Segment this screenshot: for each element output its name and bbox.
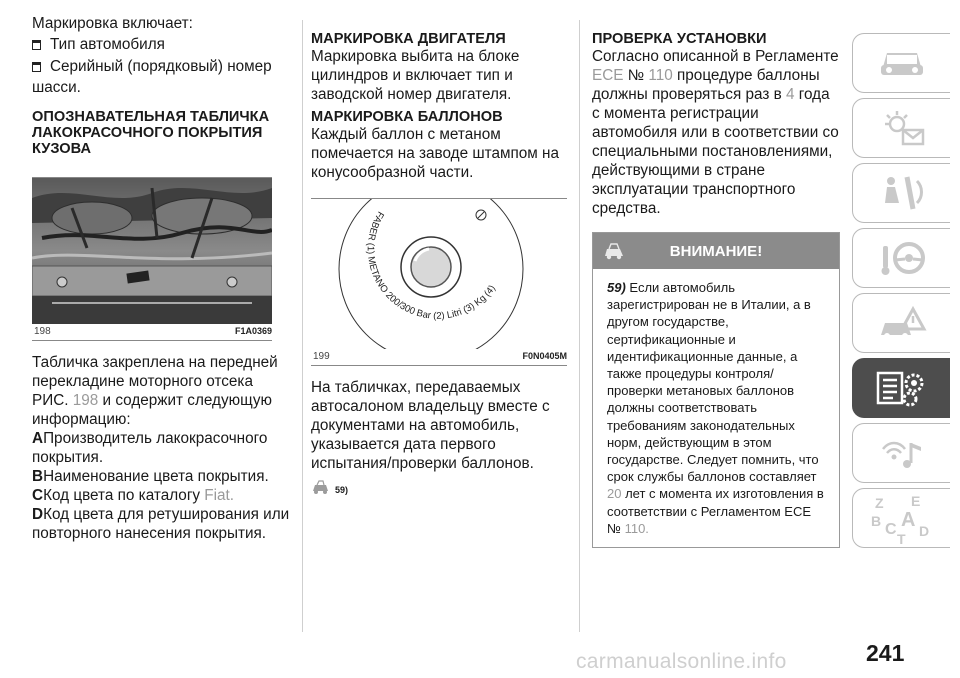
car-front-icon bbox=[877, 45, 927, 81]
section-heading-paint-plate: ОПОЗНАВАТЕЛЬНАЯ ТАБЛИЧКА ЛАКОКРАСОЧНОГО ПОКРЫТИЯ КУЗОВА bbox=[32, 109, 270, 157]
warning-lights-icon bbox=[877, 108, 927, 148]
plate-description: Табличка закреплена на передней перекладине моторного отсека РИС. 198 и содержит следующую информацию: bbox=[32, 354, 278, 428]
list-item: CКод цвета по каталогу Fiat. bbox=[32, 487, 235, 504]
engine-marking-text: Маркировка выбита на блоке цилиндров и включает тип и заводской номер двигателя. bbox=[311, 48, 520, 103]
section-heading-inspection: ПРОВЕРКА УСТАНОВКИ bbox=[592, 31, 767, 47]
tab-multimedia[interactable] bbox=[852, 423, 950, 483]
page-number: 241 bbox=[866, 640, 905, 666]
tab-index[interactable] bbox=[852, 488, 950, 548]
column-1 bbox=[32, 14, 290, 543]
svg-text:E: E bbox=[910, 493, 920, 509]
bullet-item: Серийный (порядковый) номер bbox=[32, 56, 290, 78]
cylinder-marking-text: Каждый баллон с метаном помечается на заводе штампом на конусообразной части. bbox=[311, 126, 559, 181]
warning-reference: 59) bbox=[311, 479, 567, 495]
svg-text:T: T bbox=[896, 531, 906, 544]
list-item: BНаименование цвета покрытия. bbox=[32, 468, 269, 485]
bullet-continuation: шасси. bbox=[32, 79, 81, 96]
tab-safety[interactable] bbox=[852, 163, 950, 223]
tab-technical-specs[interactable] bbox=[852, 358, 950, 418]
tab-emergency[interactable] bbox=[852, 293, 950, 353]
warning-car-icon bbox=[311, 479, 331, 495]
tab-car-front[interactable] bbox=[852, 33, 950, 93]
multimedia-icon bbox=[877, 433, 927, 473]
figure-code: F0N0405M bbox=[522, 351, 567, 361]
figure-number: 199 bbox=[313, 351, 330, 362]
svg-text:C: C bbox=[884, 521, 897, 538]
figure-caption bbox=[311, 349, 567, 365]
breakdown-triangle-icon bbox=[877, 303, 927, 343]
figure-number: 198 bbox=[34, 326, 51, 337]
intro-text: Маркировка включает: bbox=[32, 15, 193, 32]
column-divider bbox=[579, 20, 580, 632]
svg-text:D: D bbox=[918, 523, 929, 539]
svg-text:B: B bbox=[870, 513, 881, 529]
list-item: DКод цвета для ретуширования или повторного нанесения покрытия. bbox=[32, 506, 290, 542]
figure-198 bbox=[32, 177, 272, 341]
index-letters-icon bbox=[867, 492, 937, 544]
figure-199 bbox=[311, 198, 567, 366]
column-divider bbox=[302, 20, 303, 632]
airbag-seat-icon bbox=[877, 173, 927, 213]
watermark: carmanualsonline.info bbox=[576, 650, 787, 673]
warning-box bbox=[592, 232, 840, 548]
cylinder-stamp-drawing bbox=[311, 199, 567, 349]
key-steering-icon bbox=[877, 238, 927, 278]
plates-text: На табличках, передаваемых автосалоном владельцу вместе с документами на автомобиль, указывается дата первого испытания/проверки баллонов. bbox=[311, 379, 550, 472]
inspection-text: Согласно описанной в Регламенте ECE № 110 процедуре баллоны должны проверяться раз в 4 года с момента регистрации автомобиля или в соответствии со специальными постановлениями, действующими в стране эксплуатации транспортного средства. bbox=[592, 48, 839, 217]
warning-car-icon bbox=[603, 241, 625, 261]
engine-bay-photo bbox=[32, 178, 272, 324]
figure-caption bbox=[32, 324, 272, 340]
chapter-tabs bbox=[852, 33, 950, 553]
warning-title: ВНИМАНИЕ! bbox=[669, 242, 763, 260]
stamp-text: FABER (1) METANO 200/300 Bar (2) Litri (3) Kg (4) bbox=[364, 209, 498, 322]
tab-starting-driving[interactable] bbox=[852, 228, 950, 288]
svg-text:Z: Z bbox=[874, 495, 884, 511]
warning-body: 59) Если автомобиль зарегистрирован не в Италии, а в другом государстве, сертификационные и идентификационные данные, а также процедуры контроля/проверки метановых баллонов должны соответствовать требованиям законодательных норм, действующим в этом государстве. Следует помнить, что срок службы баллонов составляет 20 лет с момента их изготовления в соответствии с Регламентом ECE № 110. bbox=[607, 280, 824, 536]
checkbox-bullet-icon bbox=[32, 40, 41, 50]
list-item: AПроизводитель лакокрасочного покрытия. bbox=[32, 430, 268, 466]
bullet-item: Тип автомобиля bbox=[32, 34, 290, 56]
column-3 bbox=[592, 14, 840, 548]
column-2 bbox=[311, 14, 567, 495]
warning-header bbox=[593, 233, 839, 269]
section-heading-cylinders: МАРКИРОВКА БАЛЛОНОВ bbox=[311, 109, 503, 125]
tab-warning-lights[interactable] bbox=[852, 98, 950, 158]
svg-text:A: A bbox=[900, 509, 915, 531]
section-heading-engine: МАРКИРОВКА ДВИГАТЕЛЯ bbox=[311, 31, 506, 47]
figure-ref: 198 bbox=[72, 392, 99, 409]
specs-gear-icon bbox=[872, 365, 932, 411]
checkbox-bullet-icon bbox=[32, 62, 41, 72]
figure-code: F1A0369 bbox=[234, 326, 272, 336]
